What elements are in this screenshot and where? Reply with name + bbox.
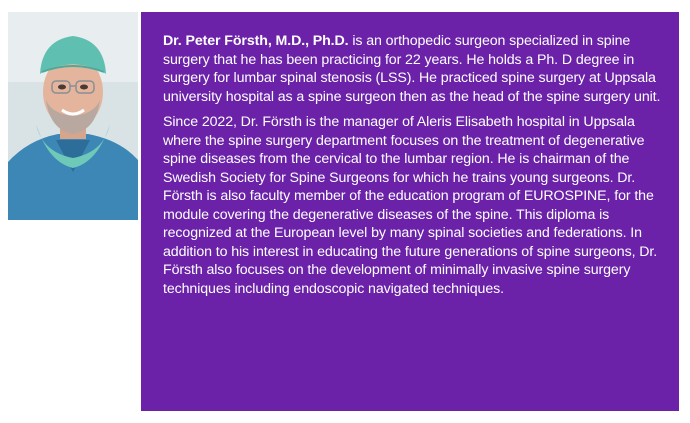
bio-card [141,12,679,411]
surgeon-portrait-illustration [8,12,138,220]
bio-intro-text: is an orthopedic surgeon specialized in spine surgery that he has been practicing for 22 years. He holds a Ph. D degree in surgery for lumbar spinal stenosis (LSS). He practiced spine surgery at Uppsala university hospital as a spine surgeon then as the head of the spine surgery unit. [163,33,661,105]
surgeon-name: Dr. Peter Försth, M.D., Ph.D. [163,33,349,49]
portrait-photo [8,12,138,220]
bio-paragraph-intro [163,32,667,106]
bio-paragraph-career: Since 2022, Dr. Försth is the manager of Aleris Elisabeth hospital in Uppsala where the spine surgery department focuses on the treatment of degenerative spine diseases from the cervical to the lumbar region. He is chairman of the Swedish Society for Spine Surgeons for which he trains young surgeons. Dr. Försth is also faculty member of the education program of EUROSPINE, for the module covering the degenerative diseases of the spine. This diploma is recognized at the European level by many spinal societies and federations. In addition to his interest in educating the future generations of spine surgeons, Dr. Försth also focuses on the development of minimally invasive spine surgery techniques including endoscopic navigated techniques. [163,114,658,297]
